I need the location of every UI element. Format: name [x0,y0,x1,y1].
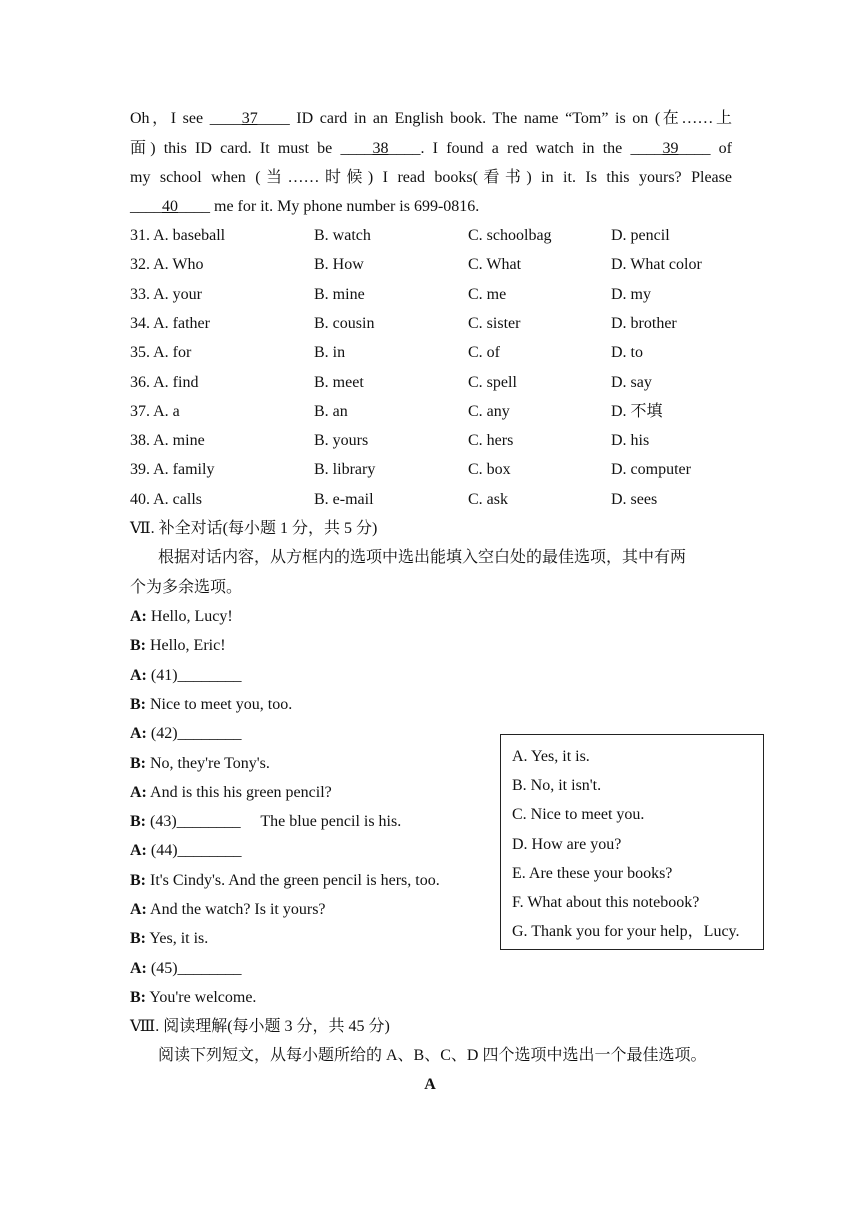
speaker-label: A: [130,901,147,918]
option-b: B. e-mail [314,490,374,508]
box-option: D. How are you? [512,835,622,853]
speaker-label: B: [130,754,146,772]
speaker-label: A: [130,608,147,625]
speaker-label: B: [130,988,146,1006]
speaker-label: B: [130,637,146,655]
section-7-instruction-2: 个为多余选项。 [130,579,243,596]
question-row [130,285,740,305]
option-c: C. ask [468,490,508,508]
option-d: D. say [611,373,652,391]
option-b: B. an [314,402,348,420]
option-c: C. me [468,285,507,303]
option-b: B. meet [314,373,364,391]
box-option: G. Thank you for your help，Lucy. [512,923,740,941]
option-d: D. sees [611,490,658,508]
box-option: A. Yes, it is. [512,748,590,765]
dialogue-line [130,666,242,686]
dialogue-text: And the watch? Is it yours? [146,901,326,918]
option-c: C. any [468,402,510,420]
option-num: 34. A. father [130,314,210,332]
question-row [130,402,740,422]
option-c: C. spell [468,373,517,391]
speaker-label: A: [130,783,147,801]
dialogue-line [130,841,242,861]
blank-40: 40 [162,198,178,215]
passage-line-1: Oh，I see ____37____ ID card in an English book. The name “Tom” is on (在……上 [130,110,732,127]
option-b: B. watch [314,227,371,244]
question-row [130,431,740,451]
option-d: D. brother [611,314,677,332]
box-option: E. Are these your books? [512,864,673,882]
option-d: D. What color [611,256,702,274]
option-c: C. of [468,344,500,362]
speaker-label: A: [130,959,147,977]
option-num: 40. A. calls [130,490,202,508]
dialogue-line [130,959,242,979]
option-d: D. his [611,432,650,450]
question-row [130,373,740,393]
speaker-label: A: [130,842,147,860]
option-num: 36. A. find [130,373,199,391]
question-row [130,314,740,334]
passage-line-2: 面) this ID card. It must be ____38____. I found a red watch in the ____39____ of [130,140,732,157]
option-d: D. my [611,285,651,303]
passage-line-3: my school when (当……时候) I read books(看书) in it. Is this yours? Please [130,169,732,186]
option-num: 39. A. family [130,461,215,479]
box-option: F. What about this notebook? [512,894,700,911]
dialogue-line [130,900,326,920]
dialogue-text: (43)________ The blue pencil is his. [146,813,402,831]
option-d: D. to [611,344,643,362]
question-row [130,226,740,246]
question-row [130,343,740,363]
section-8-heading: Ⅷ. 阅读理解(每小题 3 分，共 45 分) [130,1018,390,1035]
box-option: B. No, it isn't. [512,777,602,795]
dialogue-text: (45)________ [146,959,242,977]
option-b: B. cousin [314,314,375,332]
option-num: 32. A. Who [130,256,204,274]
dialogue-line [130,695,292,715]
option-b: B. mine [314,285,365,303]
speaker-label: B: [130,930,146,948]
option-c: C. schoolbag [468,227,552,244]
dialogue-text: (42)________ [146,725,242,743]
option-c: C. What [468,256,522,274]
dialogue-text: Hello, Eric! [146,637,226,655]
dialogue-line [130,636,226,656]
dialogue-line [130,812,401,832]
passage-line-4: ____40____ me for it. My phone number is 699-0816. [130,198,480,215]
speaker-label: A: [130,725,147,743]
option-d: D. pencil [611,227,670,244]
option-num: 37. A. a [130,402,180,420]
dialogue-text: Hello, Lucy! [146,608,233,625]
speaker-label: B: [130,871,146,889]
dialogue-line [130,988,256,1008]
dialogue-line [130,754,270,774]
speaker-label: A: [130,666,147,684]
option-c: C. hers [468,432,514,450]
option-b: B. in [314,344,346,362]
option-d: D. 不填 [611,402,663,420]
dialogue-text: No, they're Tony's. [146,754,270,772]
blank-38: 38 [372,140,389,157]
options-box [500,734,764,950]
option-num: 38. A. mine [130,432,205,450]
passage-label: A [424,1076,436,1093]
section-8-instruction: 阅读下列短文，从每小题所给的 A、B、C、D 四个选项中选出一个最佳选项。 [158,1047,707,1064]
dialogue-text: Nice to meet you, too. [146,695,293,713]
question-row [130,490,740,510]
speaker-label: B: [130,695,146,713]
option-num: 33. A. your [130,285,202,303]
option-num: 35. A. for [130,344,192,362]
dialogue-text: And is this his green pencil? [146,783,332,801]
option-c: C. sister [468,314,521,332]
dialogue-line [130,871,440,891]
question-row [130,255,740,275]
dialogue-line [130,724,242,744]
option-c: C. box [468,461,511,479]
dialogue-text: It's Cindy's. And the green pencil is hers, too. [146,871,440,889]
box-option: C. Nice to meet you. [512,806,645,824]
section-7-heading: Ⅶ. 补全对话(每小题 1 分，共 5 分) [130,520,378,537]
question-row [130,460,740,480]
section-7-instruction-1: 根据对话内容，从方框内的选项中选出能填入空白处的最佳选项，其中有两 [158,549,687,566]
dialogue-line [130,929,208,949]
blank-39: 39 [662,140,679,157]
dialogue-line [130,783,332,803]
option-d: D. computer [611,461,691,479]
dialogue-text: You're welcome. [146,988,257,1006]
dialogue-text: (44)________ [146,842,242,860]
option-b: B. How [314,256,364,274]
dialogue-line [130,607,233,627]
dialogue-text: (41)________ [146,666,242,684]
blank-37: 37 [241,110,258,127]
speaker-label: B: [130,813,146,831]
dialogue-text: Yes, it is. [146,930,209,948]
option-b: B. library [314,461,376,479]
option-b: B. yours [314,432,369,450]
option-num: 31. A. baseball [130,227,226,244]
